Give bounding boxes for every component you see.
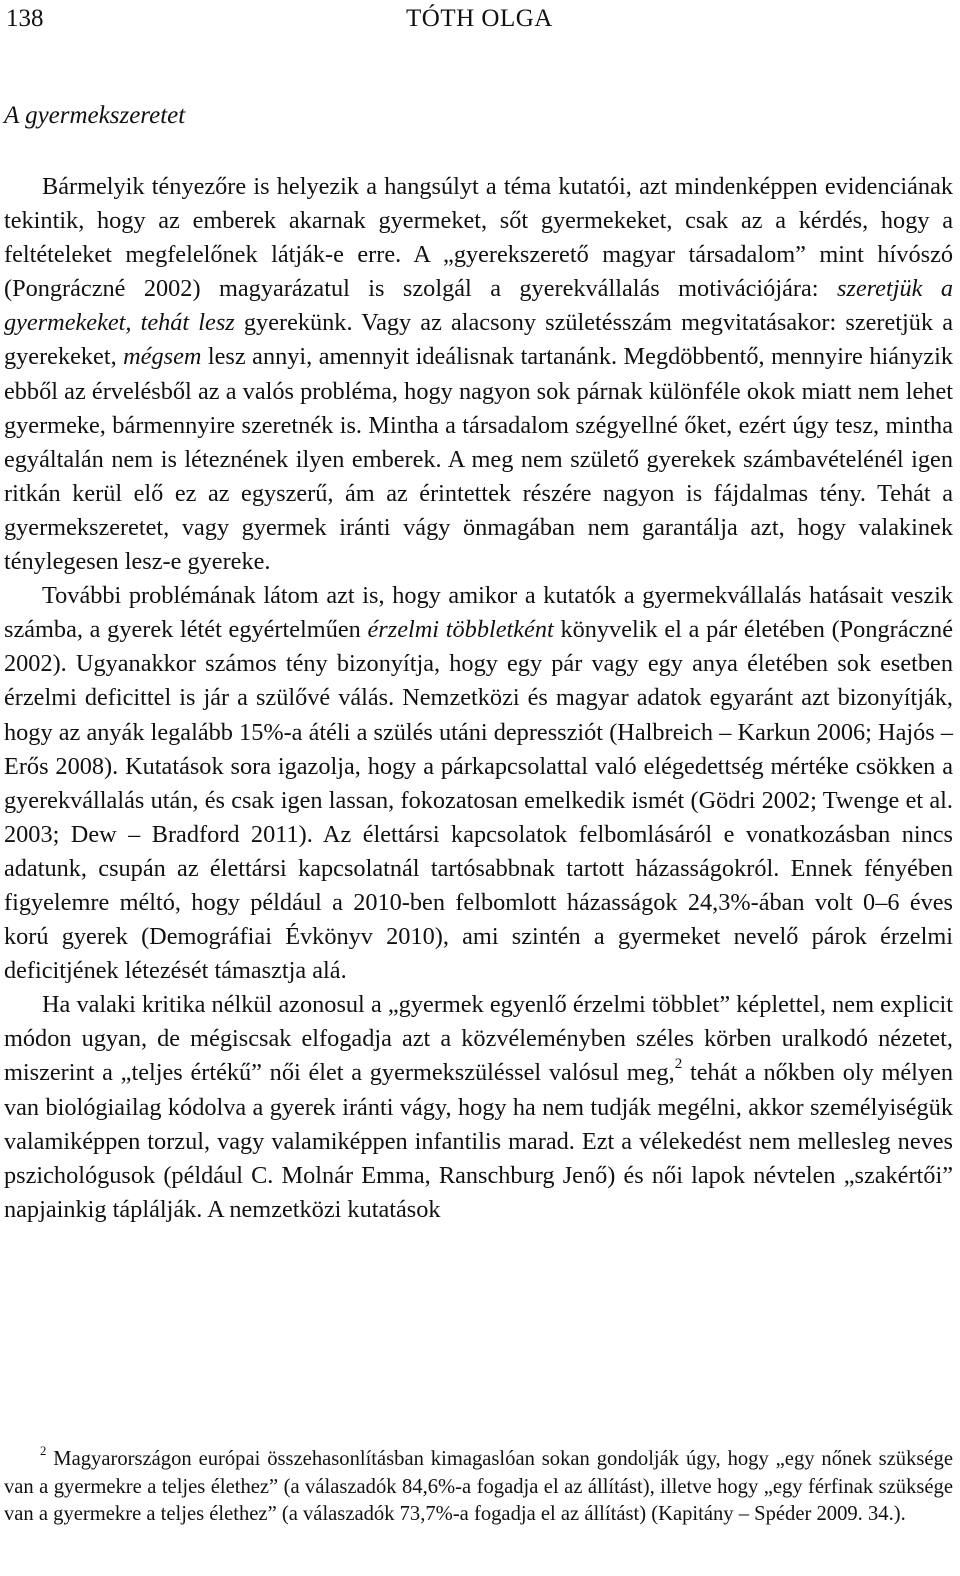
text-run: További problémának látom azt is, hogy amikor a kutatók a gyermekvállalás hatásait veszik számba, a gyerek létét egyértelműen: [4, 582, 953, 644]
footnote-reference[interactable]: 2: [674, 1056, 683, 1073]
footnote-marker: 2: [40, 1443, 47, 1458]
emphasis-text: érzelmi többletként: [367, 616, 554, 644]
body-text: [4, 170, 953, 1227]
text-run: gyerekünk. Vagy az alacsony születésszám megvitatásakor: szeretjük a gyerekeket,: [4, 309, 954, 371]
footnote-text: Magyarországon európai összehasonlításban kimagaslóan sokan gondolják úgy, hogy „egy nőnek szüksége van a gyermekre a teljes élethez” (a válaszadók 84,6%-a fogadja el az állítást), illetve hogy „egy férfinak szüksége van a gyermekre a teljes élethez” (a válaszadók 73,7%-a fogadja el az állítást) (Kapitány – Spéder 2009. 34.).: [4, 1448, 953, 1526]
paragraph: [4, 988, 953, 1227]
emphasis-text: mégsem: [123, 343, 202, 371]
page-number: 138: [6, 5, 44, 32]
footnotes: [4, 1443, 953, 1529]
text-run: lesz annyi, amennyit ideálisnak tartanánk. Megdöbbentő, mennyire hiányzik ebből az érvelésből az a valós probléma, hogy nagyon sok párnak különféle okok miatt nem lehet gyermeke, bármennyire szeretnék is. Mintha a társadalom szégyellné őket, ezért úgy tesz, mintha egyáltalán nem is léteznének ilyen emberek. A meg nem születő gyerekek számbavételénél igen ritkán kerül elő ez az egyszerű, ám az érintettek részére nagyon is fájdalmas tény. Tehát a gyermekszeretet, vagy gyermek iránti vágy önmagában nem garantálja azt, hogy valakinek ténylegesen lesz-e gyereke.: [4, 343, 953, 576]
text-run: Ha valaki kritika nélkül azonosul a „gyermek egyenlő érzelmi többlet” képlettel, nem explicit módon ugyan, de mégiscsak elfogadja azt a közvéleményben széles körben uralkodó nézetet, miszerint a „teljes értékű” női élet a gyermekszüléssel valósul meg,: [4, 991, 953, 1087]
section-title: A gyermekszeretet: [4, 102, 186, 129]
page-header: [4, 4, 956, 34]
text-run: Bármelyik tényezőre is helyezik a hangsúlyt a téma kutatói, azt mindenképpen evidenciának tekintik, hogy az emberek akarnak gyermeket, sőt gyermekeket, csak az a kérdés, hogy a feltételeket megfelelőnek látják-e erre. A „gyerekszerető magyar társadalom” mint hívószó (Pongráczné 2002) magyarázatul is szolgál a gyerekvállalás motivációjára:: [4, 173, 953, 303]
footnote: [4, 1443, 953, 1529]
paragraph: [4, 170, 953, 579]
emphasis-text: szeretjük a gyermekeket, tehát lesz: [4, 275, 953, 337]
running-head: TÓTH OLGA: [406, 5, 553, 32]
text-run: tehát a nőkben oly mélyen van biológiailag kódolva a gyerek iránti vágy, hogy ha nem tudják megélni, akkor személyiségük valamiképpen torzul, vagy valamiképpen infantilis marad. Ezt a vélekedést nem mellesleg neves pszichológusok (például C. Molnár Emma, Ranschburg Jenő) és női lapok névtelen „szakértői” napjainkig táplálják. A nemzetközi kutatások: [4, 1059, 954, 1223]
paragraph: [4, 579, 953, 988]
text-run: könyvelik el a pár életében (Pongráczné 2002). Ugyanakkor számos tény bizonyítja, hogy egy pár vagy egy anya életében sok esetben érzelmi deficittel is jár a szülővé válás. Nemzetközi és magyar adatok egyaránt azt bizonyítják, hogy az anyák legalább 15%-a átéli a szülés utáni depressziót (Halbreich – Karkun 2006; Hajós – Erős 2008). Kutatások sora igazolja, hogy a párkapcsolattal való elégedettség mértéke csökken a gyerekvállalás után, és csak igen lassan, fokozatosan emelkedik ismét (Gödri 2002; Twenge et al. 2003; Dew – Bradford 2011). Az élettársi kapcsolatok felbomlásáról e vonatkozásban nincs adatunk, csupán az élettársi kapcsolatnál tartósabbnak tartott házasságokról. Ennek fényében figyelemre méltó, hogy például a 2010-ben felbomlott házasságok 24,3%-ában volt 0–6 éves korú gyerek (Demográfiai Évkönyv 2010), ami szintén a gyermeket nevelő párok érzelmi deficitjének létezését támasztja alá.: [4, 616, 953, 985]
